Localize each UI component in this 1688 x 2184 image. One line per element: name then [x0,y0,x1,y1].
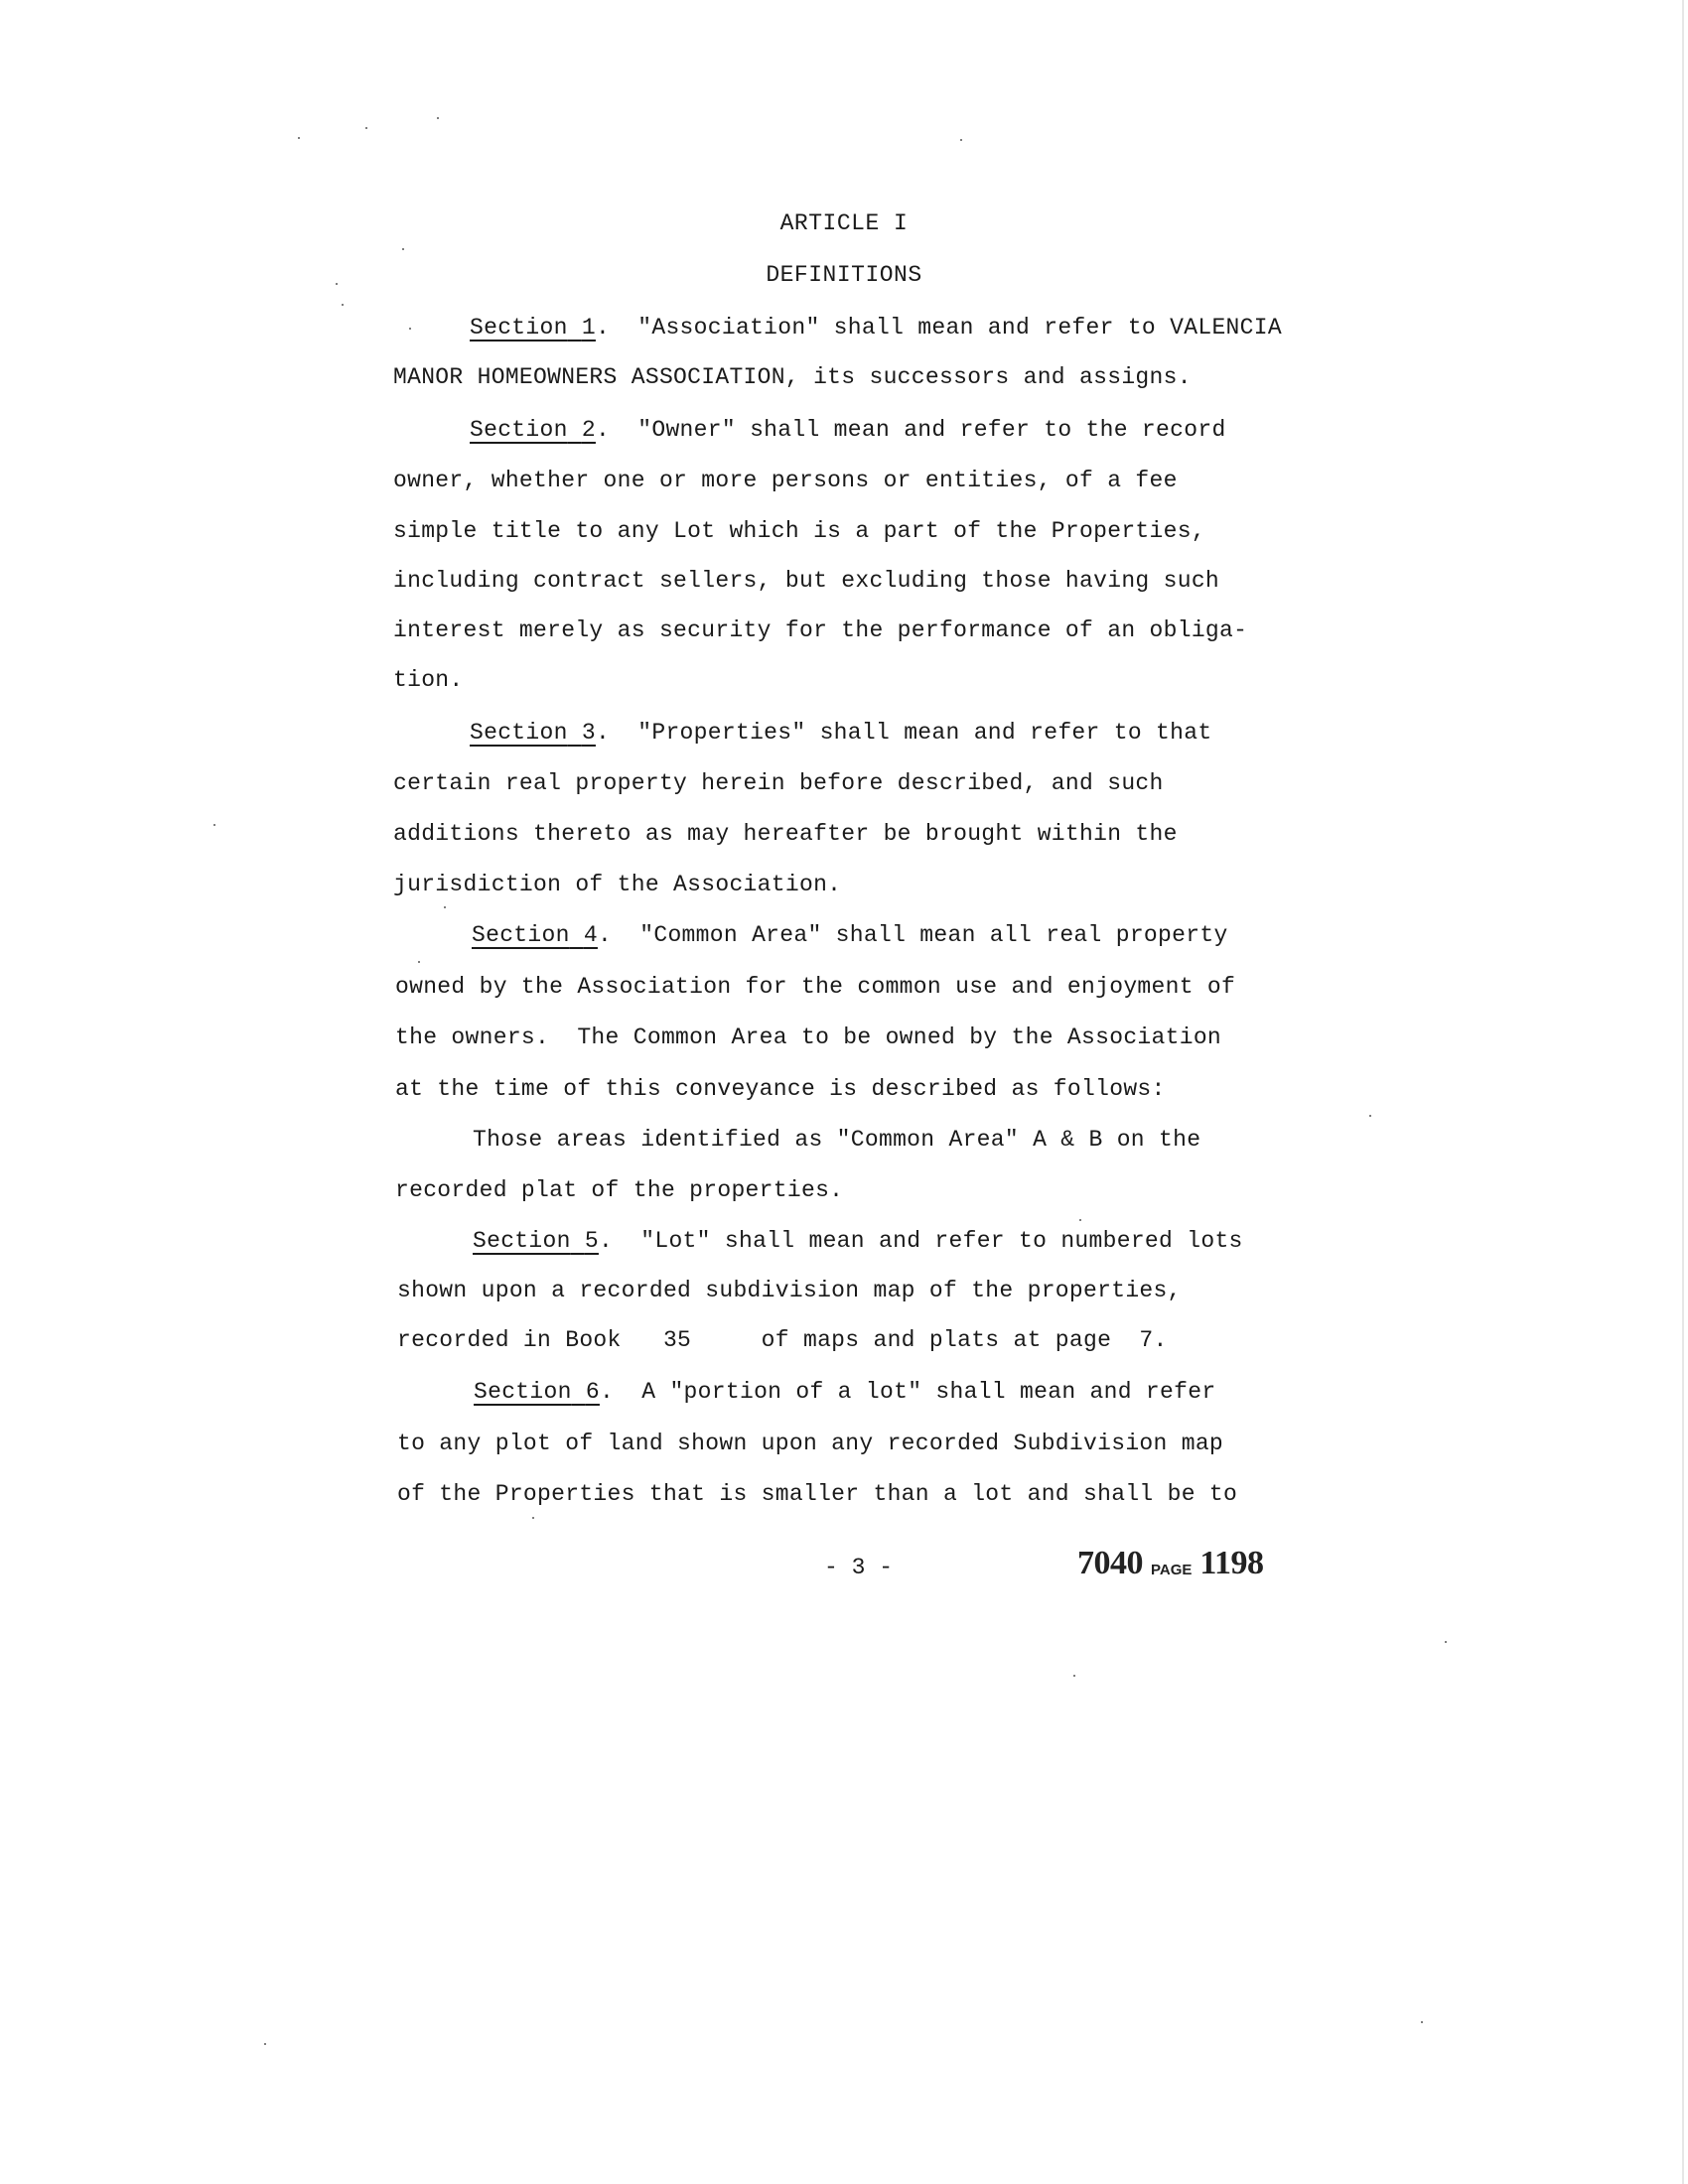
section-4-line-1: Section 4. "Common Area" shall mean all real property [472,922,1228,948]
scan-speck [298,137,300,139]
section-3-line-1: Section 3. "Properties" shall mean and refer to that [470,720,1212,746]
section-4-line-4: at the time of this conveyance is described as follows: [395,1076,1166,1102]
scan-speck [336,283,338,285]
section-6-line-1: Section 6. A "portion of a lot" shall mean and refer [474,1379,1216,1405]
scan-speck [1073,1675,1075,1677]
scan-speck [444,906,446,908]
scan-speck [1445,1641,1447,1643]
article-title: ARTICLE I [779,210,909,236]
section-4-line-3: the owners. The Common Area to be owned by the Association [395,1024,1222,1050]
scan-speck [264,2043,266,2045]
section-number: 1 [581,315,596,341]
section-2-line-4: including contract sellers, but excluding those having such [393,568,1220,594]
scan-speck [365,127,367,129]
section-2-line-1: Section 2. "Owner" shall mean and refer to the record [470,417,1226,443]
section-label: Section [472,922,570,948]
scan-speck [1079,1219,1081,1221]
section-6-line-3: of the Properties that is smaller than a lot and shall be to [397,1481,1238,1507]
section-5-line-3: recorded in Book 35 of maps and plats at page 7. [397,1327,1168,1353]
section-2-line-5: interest merely as security for the performance of an obliga- [393,617,1248,643]
scan-speck [1421,2021,1423,2023]
section-text: "Properties" shall mean and refer to that [637,720,1212,746]
scan-speck [1369,1115,1371,1117]
section-number: 4 [583,922,598,948]
section-label: Section [470,417,568,443]
section-3-line-4: jurisdiction of the Association. [393,872,842,897]
section-2-line-3: simple title to any Lot which is a part of the Properties, [393,518,1205,544]
section-5-line-1: Section 5. "Lot" shall mean and refer to numbered lots [473,1228,1243,1254]
section-text: "Association" shall mean and refer to VALENCIA [637,315,1282,341]
section-text: A "portion of a lot" shall mean and refer [641,1379,1216,1405]
section-1-line-2: MANOR HOMEOWNERS ASSOCIATION, its successors and assigns. [393,364,1192,390]
scan-edge [1682,0,1684,2184]
page-number: - 3 - [824,1555,894,1580]
scan-speck [409,328,411,330]
section-6-line-2: to any plot of land shown upon any recorded Subdivision map [397,1431,1224,1456]
scan-speck [418,961,420,963]
section-3-line-2: certain real property herein before described, and such [393,770,1164,796]
section-4-line-6: recorded plat of the properties. [395,1177,844,1203]
section-text: "Lot" shall mean and refer to numbered lots [640,1228,1243,1254]
section-number: 6 [585,1379,600,1405]
recording-stamp [1077,1545,1264,1582]
scan-speck [960,139,962,141]
section-4-line-2: owned by the Association for the common use and enjoyment of [395,974,1236,1000]
section-2-line-6: tion. [393,667,464,693]
section-text: "Common Area" shall mean all real property [639,922,1228,948]
section-label: Section [474,1379,572,1405]
scan-speck [402,248,404,250]
section-number: 2 [581,417,596,443]
section-label: Section [470,720,568,746]
stamp-page-word: PAGE [1151,1561,1193,1578]
section-label: Section [473,1228,571,1254]
recording-page-number: 1198 [1199,1545,1264,1581]
section-label: Section [470,315,568,341]
section-1-line-1: Section 1. "Association" shall mean and refer to VALENCIA [470,315,1282,341]
scan-speck [437,117,439,119]
section-4-line-5: Those areas identified as "Common Area" A & B on the [473,1127,1201,1153]
scan-speck [213,824,215,826]
section-2-line-2: owner, whether one or more persons or entities, of a fee [393,468,1178,493]
book-number: 7040 [1077,1545,1143,1581]
scan-speck [532,1517,534,1519]
section-number: 3 [581,720,596,746]
section-5-line-2: shown upon a recorded subdivision map of the properties, [397,1278,1182,1303]
section-text: "Owner" shall mean and refer to the record [637,417,1226,443]
article-subtitle: DEFINITIONS [766,262,922,288]
scan-speck [342,304,344,306]
section-3-line-3: additions thereto as may hereafter be brought within the [393,821,1178,847]
section-number: 5 [584,1228,599,1254]
